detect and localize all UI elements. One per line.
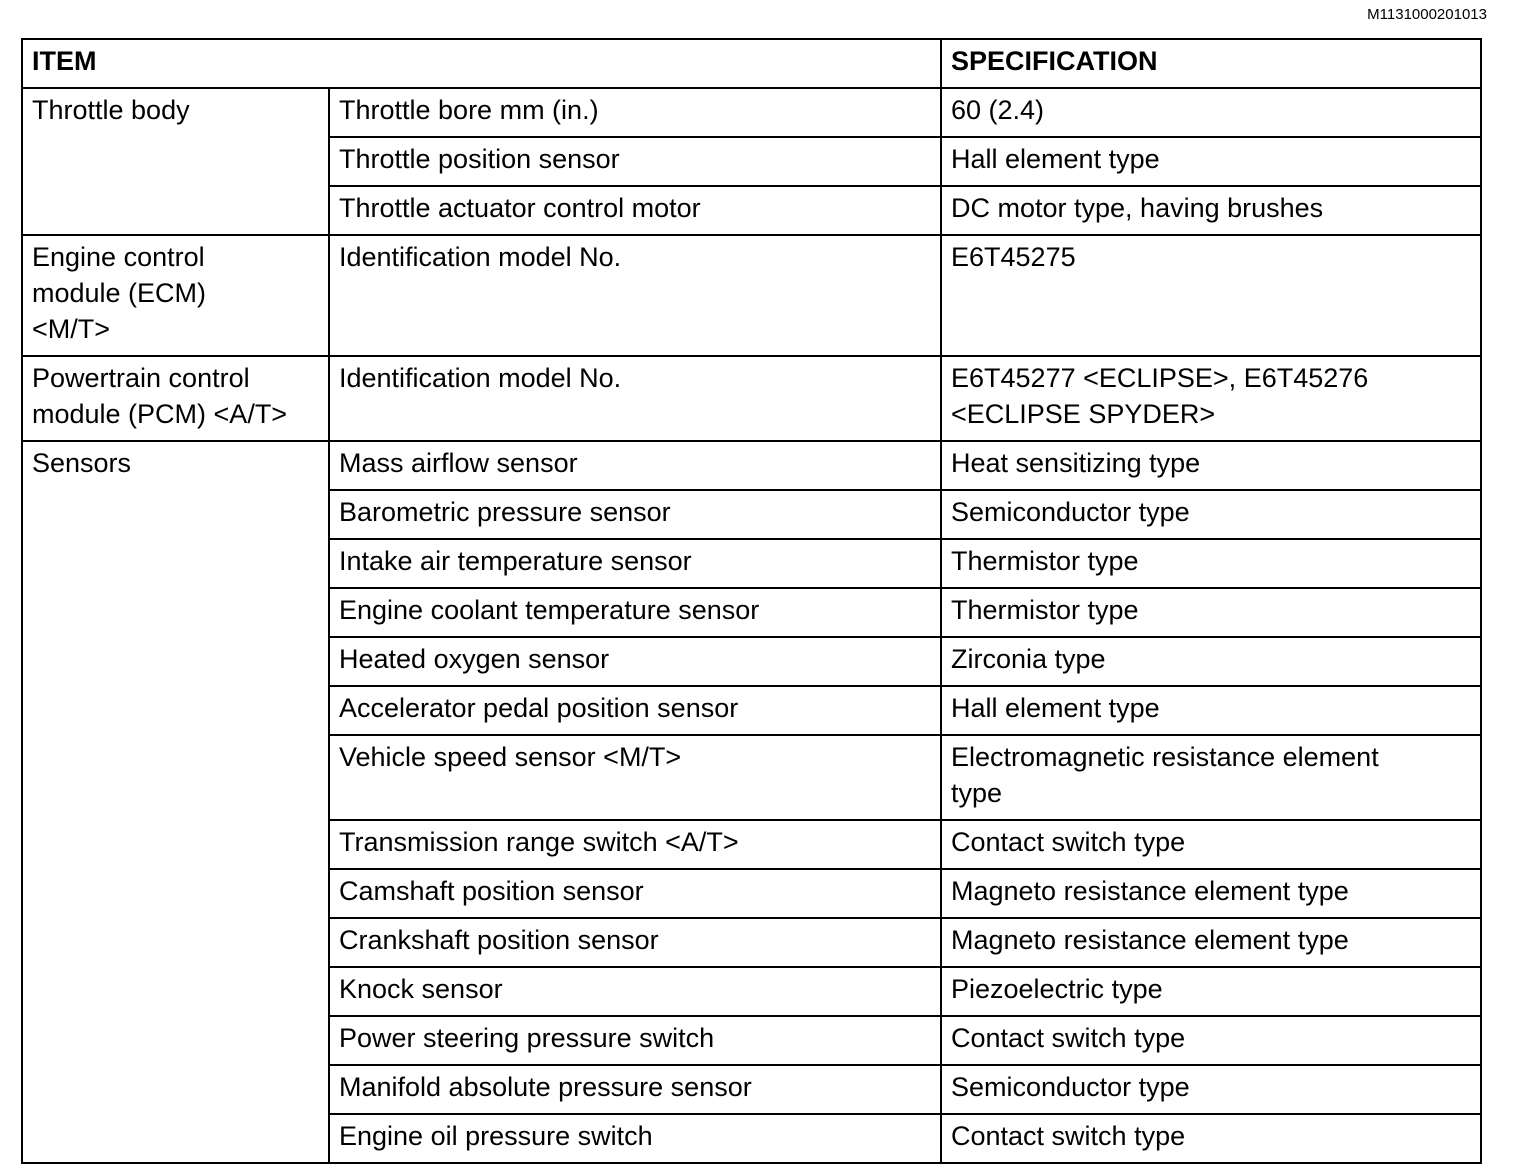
spec-value: Thermistor type [951, 546, 1139, 576]
header-item: ITEM [22, 39, 941, 88]
spec-value: Hall element type [951, 693, 1160, 723]
spec-value: Heat sensitizing type [951, 448, 1201, 478]
spec-value: 60 (2.4) [951, 95, 1045, 125]
item-label: Transmission range switch <A/T> [339, 827, 739, 857]
spec-cell [941, 235, 1481, 356]
group-name-cell [22, 88, 329, 235]
item-label: Identification model No. [339, 242, 622, 272]
group-name: Engine control module (ECM) <M/T> [32, 242, 207, 344]
spec-value: Zirconia type [951, 644, 1106, 674]
table-body [22, 88, 1481, 1163]
item-label: Manifold absolute pressure sensor [339, 1072, 752, 1102]
item-cell [329, 967, 941, 1016]
item-label: Vehicle speed sensor <M/T> [339, 742, 682, 772]
spec-value: Electromagnetic resistance element type [951, 742, 1379, 808]
group-name-cell [22, 441, 329, 1163]
item-cell [329, 1114, 941, 1163]
item-cell [329, 1016, 941, 1065]
item-label: Power steering pressure switch [339, 1023, 715, 1053]
item-cell [329, 918, 941, 967]
spec-value: Magneto resistance element type [951, 876, 1349, 906]
item-cell [329, 588, 941, 637]
item-label: Barometric pressure sensor [339, 497, 671, 527]
spec-cell [941, 490, 1481, 539]
spec-cell [941, 869, 1481, 918]
item-cell [329, 235, 941, 356]
spec-cell [941, 588, 1481, 637]
item-label: Accelerator pedal position sensor [339, 693, 739, 723]
spec-cell [941, 186, 1481, 235]
spec-cell [941, 686, 1481, 735]
item-label: Identification model No. [339, 363, 622, 393]
item-label: Crankshaft position sensor [339, 925, 659, 955]
item-label: Throttle position sensor [339, 144, 620, 174]
item-cell [329, 186, 941, 235]
spec-value: Contact switch type [951, 1023, 1186, 1053]
table-row [22, 88, 1481, 137]
item-cell [329, 820, 941, 869]
item-label: Engine oil pressure switch [339, 1121, 653, 1151]
spec-cell [941, 967, 1481, 1016]
table-row [22, 235, 1481, 356]
group-name: Sensors [32, 448, 132, 478]
table-row [22, 441, 1481, 490]
item-cell [329, 88, 941, 137]
spec-cell [941, 88, 1481, 137]
group-name-cell [22, 235, 329, 356]
item-cell [329, 539, 941, 588]
item-cell [329, 137, 941, 186]
spec-value: Magneto resistance element type [951, 925, 1349, 955]
table-row [22, 356, 1481, 441]
spec-cell [941, 1065, 1481, 1114]
item-label: Intake air temperature sensor [339, 546, 692, 576]
item-cell [329, 735, 941, 820]
group-name-cell [22, 356, 329, 441]
item-label: Throttle actuator control motor [339, 193, 701, 223]
item-cell [329, 490, 941, 539]
spec-cell [941, 820, 1481, 869]
spec-value: Thermistor type [951, 595, 1139, 625]
item-label: Mass airflow sensor [339, 448, 578, 478]
item-cell [329, 686, 941, 735]
spec-cell [941, 1114, 1481, 1163]
spec-value: DC motor type, having brushes [951, 193, 1324, 223]
item-cell [329, 869, 941, 918]
item-label: Knock sensor [339, 974, 503, 1004]
item-label: Throttle bore mm (in.) [339, 95, 599, 125]
spec-cell [941, 735, 1481, 820]
spec-cell [941, 1016, 1481, 1065]
item-cell [329, 637, 941, 686]
spec-cell [941, 356, 1481, 441]
header-specification: SPECIFICATION [941, 39, 1481, 88]
item-label: Camshaft position sensor [339, 876, 644, 906]
spec-cell [941, 918, 1481, 967]
group-name: Throttle body [32, 95, 190, 125]
spec-value: Piezoelectric type [951, 974, 1163, 1004]
item-label: Heated oxygen sensor [339, 644, 610, 674]
item-cell [329, 1065, 941, 1114]
spec-value: Contact switch type [951, 1121, 1186, 1151]
document-id: M1131000201013 [1367, 6, 1487, 23]
spec-value: E6T45277 <ECLIPSE>, E6T45276 <ECLIPSE SPYDER> [951, 363, 1369, 429]
item-cell [329, 441, 941, 490]
spec-value: E6T45275 [951, 242, 1076, 272]
spec-cell [941, 637, 1481, 686]
spec-cell [941, 137, 1481, 186]
spec-value: Hall element type [951, 144, 1160, 174]
table-header-row [22, 39, 1481, 88]
spec-value: Semiconductor type [951, 497, 1190, 527]
group-name: Powertrain control module (PCM) <A/T> [32, 363, 288, 429]
specification-table [21, 38, 1482, 1164]
spec-cell [941, 539, 1481, 588]
item-label: Engine coolant temperature sensor [339, 595, 760, 625]
spec-cell [941, 441, 1481, 490]
item-cell [329, 356, 941, 441]
spec-value: Contact switch type [951, 827, 1186, 857]
spec-value: Semiconductor type [951, 1072, 1190, 1102]
